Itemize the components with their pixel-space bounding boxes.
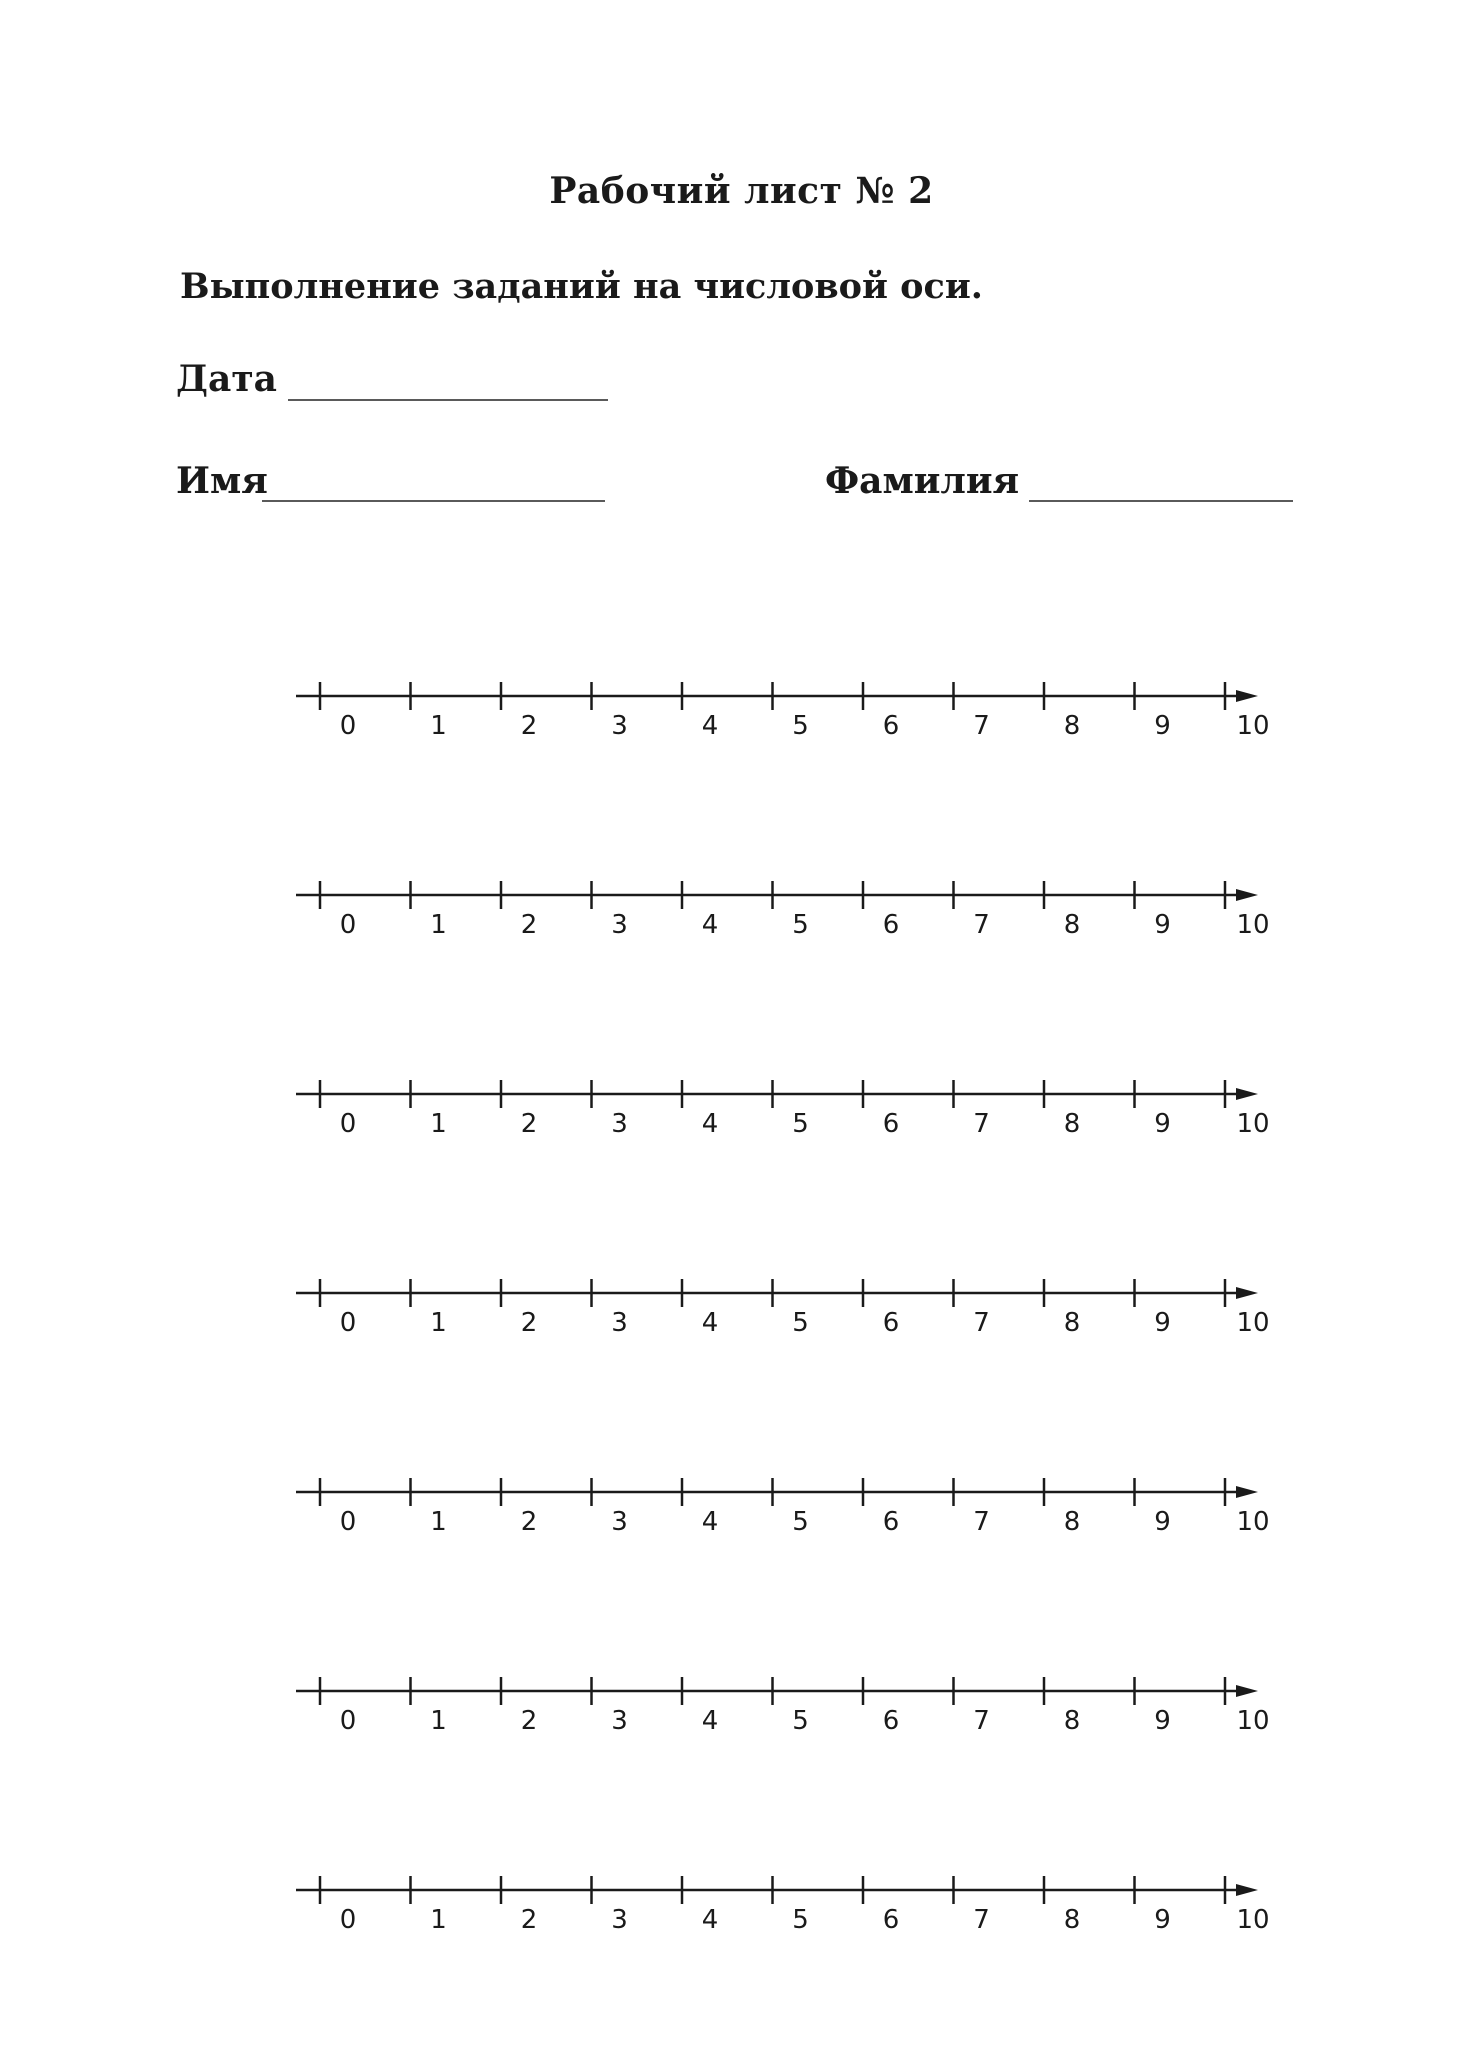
tick-label: 3 bbox=[611, 1507, 628, 1537]
tick-label: 2 bbox=[520, 1308, 538, 1338]
tick-label: 6 bbox=[882, 1308, 900, 1338]
tick-label: 6 bbox=[882, 711, 900, 741]
tick-label: 5 bbox=[792, 1109, 809, 1139]
tick-label: 6 bbox=[882, 1507, 900, 1537]
tick-label: 0 bbox=[339, 910, 357, 940]
tick-label: 2 bbox=[520, 1905, 538, 1935]
tick-label: 4 bbox=[701, 1308, 719, 1338]
tick-label: 4 bbox=[701, 1109, 719, 1139]
tick-label: 9 bbox=[1154, 910, 1171, 940]
tick-label: 8 bbox=[1063, 1706, 1081, 1736]
tick-label: 1 bbox=[430, 1905, 447, 1935]
tick-label: 3 bbox=[611, 1109, 628, 1139]
tick-label: 9 bbox=[1154, 1905, 1171, 1935]
last-name-label: Фамилия bbox=[825, 460, 1020, 502]
tick-label: 6 bbox=[882, 910, 900, 940]
tick-label: 9 bbox=[1154, 1109, 1171, 1139]
task-instruction: Выполнение заданий на числовой оси. bbox=[180, 266, 983, 307]
tick-label: 5 bbox=[792, 1308, 809, 1338]
tick-label: 1 bbox=[430, 1308, 447, 1338]
tick-label: 10 bbox=[1236, 711, 1270, 741]
tick-label: 5 bbox=[792, 1507, 809, 1537]
tick-label: 10 bbox=[1236, 1706, 1270, 1736]
tick-label: 0 bbox=[339, 1507, 357, 1537]
number-line bbox=[296, 1876, 1270, 1935]
tick-label: 0 bbox=[339, 1905, 357, 1935]
tick-label: 6 bbox=[882, 1109, 900, 1139]
tick-label: 1 bbox=[430, 1109, 447, 1139]
tick-label: 8 bbox=[1063, 910, 1081, 940]
tick-label: 5 bbox=[792, 910, 809, 940]
arrow-head-icon bbox=[1236, 690, 1258, 702]
tick-label: 9 bbox=[1154, 1507, 1171, 1537]
tick-label: 2 bbox=[520, 1109, 538, 1139]
tick-label: 0 bbox=[339, 1109, 357, 1139]
tick-label: 4 bbox=[701, 1706, 719, 1736]
tick-label: 7 bbox=[973, 1109, 990, 1139]
arrow-head-icon bbox=[1236, 1088, 1258, 1100]
tick-label: 4 bbox=[701, 1905, 719, 1935]
tick-label: 1 bbox=[430, 1507, 447, 1537]
tick-label: 10 bbox=[1236, 1905, 1270, 1935]
tick-label: 10 bbox=[1236, 1507, 1270, 1537]
tick-label: 5 bbox=[792, 711, 809, 741]
tick-label: 7 bbox=[973, 910, 990, 940]
worksheet-title: Рабочий лист № 2 bbox=[549, 170, 934, 212]
tick-label: 3 bbox=[611, 711, 628, 741]
tick-label: 2 bbox=[520, 910, 538, 940]
arrow-head-icon bbox=[1236, 1884, 1258, 1896]
date-label: Дата bbox=[176, 358, 277, 400]
tick-label: 6 bbox=[882, 1905, 900, 1935]
tick-label: 8 bbox=[1063, 1308, 1081, 1338]
number-line bbox=[296, 881, 1270, 940]
tick-label: 1 bbox=[430, 711, 447, 741]
tick-label: 5 bbox=[792, 1905, 809, 1935]
tick-label: 3 bbox=[611, 1905, 628, 1935]
tick-label: 3 bbox=[611, 1308, 628, 1338]
first-name-label: Имя bbox=[176, 460, 268, 502]
number-line bbox=[296, 1478, 1270, 1537]
tick-label: 3 bbox=[611, 1706, 628, 1736]
tick-label: 2 bbox=[520, 1507, 538, 1537]
arrow-head-icon bbox=[1236, 1486, 1258, 1498]
arrow-head-icon bbox=[1236, 889, 1258, 901]
number-line bbox=[296, 1080, 1270, 1139]
tick-label: 4 bbox=[701, 711, 719, 741]
tick-label: 7 bbox=[973, 711, 990, 741]
tick-label: 10 bbox=[1236, 1109, 1270, 1139]
tick-label: 0 bbox=[339, 1706, 357, 1736]
tick-label: 0 bbox=[339, 711, 357, 741]
tick-label: 10 bbox=[1236, 1308, 1270, 1338]
tick-label: 8 bbox=[1063, 711, 1081, 741]
tick-label: 5 bbox=[792, 1706, 809, 1736]
tick-label: 0 bbox=[339, 1308, 357, 1338]
tick-label: 7 bbox=[973, 1706, 990, 1736]
tick-label: 7 bbox=[973, 1507, 990, 1537]
tick-label: 8 bbox=[1063, 1109, 1081, 1139]
tick-label: 2 bbox=[520, 711, 538, 741]
tick-label: 7 bbox=[973, 1905, 990, 1935]
tick-label: 7 bbox=[973, 1308, 990, 1338]
tick-label: 9 bbox=[1154, 1706, 1171, 1736]
tick-label: 1 bbox=[430, 1706, 447, 1736]
arrow-head-icon bbox=[1236, 1287, 1258, 1299]
tick-label: 2 bbox=[520, 1706, 538, 1736]
arrow-head-icon bbox=[1236, 1685, 1258, 1697]
tick-label: 10 bbox=[1236, 910, 1270, 940]
tick-label: 9 bbox=[1154, 1308, 1171, 1338]
tick-label: 8 bbox=[1063, 1905, 1081, 1935]
tick-label: 8 bbox=[1063, 1507, 1081, 1537]
number-line bbox=[296, 1677, 1270, 1736]
number-line bbox=[296, 1279, 1270, 1338]
number-line bbox=[296, 682, 1270, 741]
tick-label: 6 bbox=[882, 1706, 900, 1736]
tick-label: 3 bbox=[611, 910, 628, 940]
tick-label: 4 bbox=[701, 1507, 719, 1537]
tick-label: 4 bbox=[701, 910, 719, 940]
tick-label: 1 bbox=[430, 910, 447, 940]
tick-label: 9 bbox=[1154, 711, 1171, 741]
